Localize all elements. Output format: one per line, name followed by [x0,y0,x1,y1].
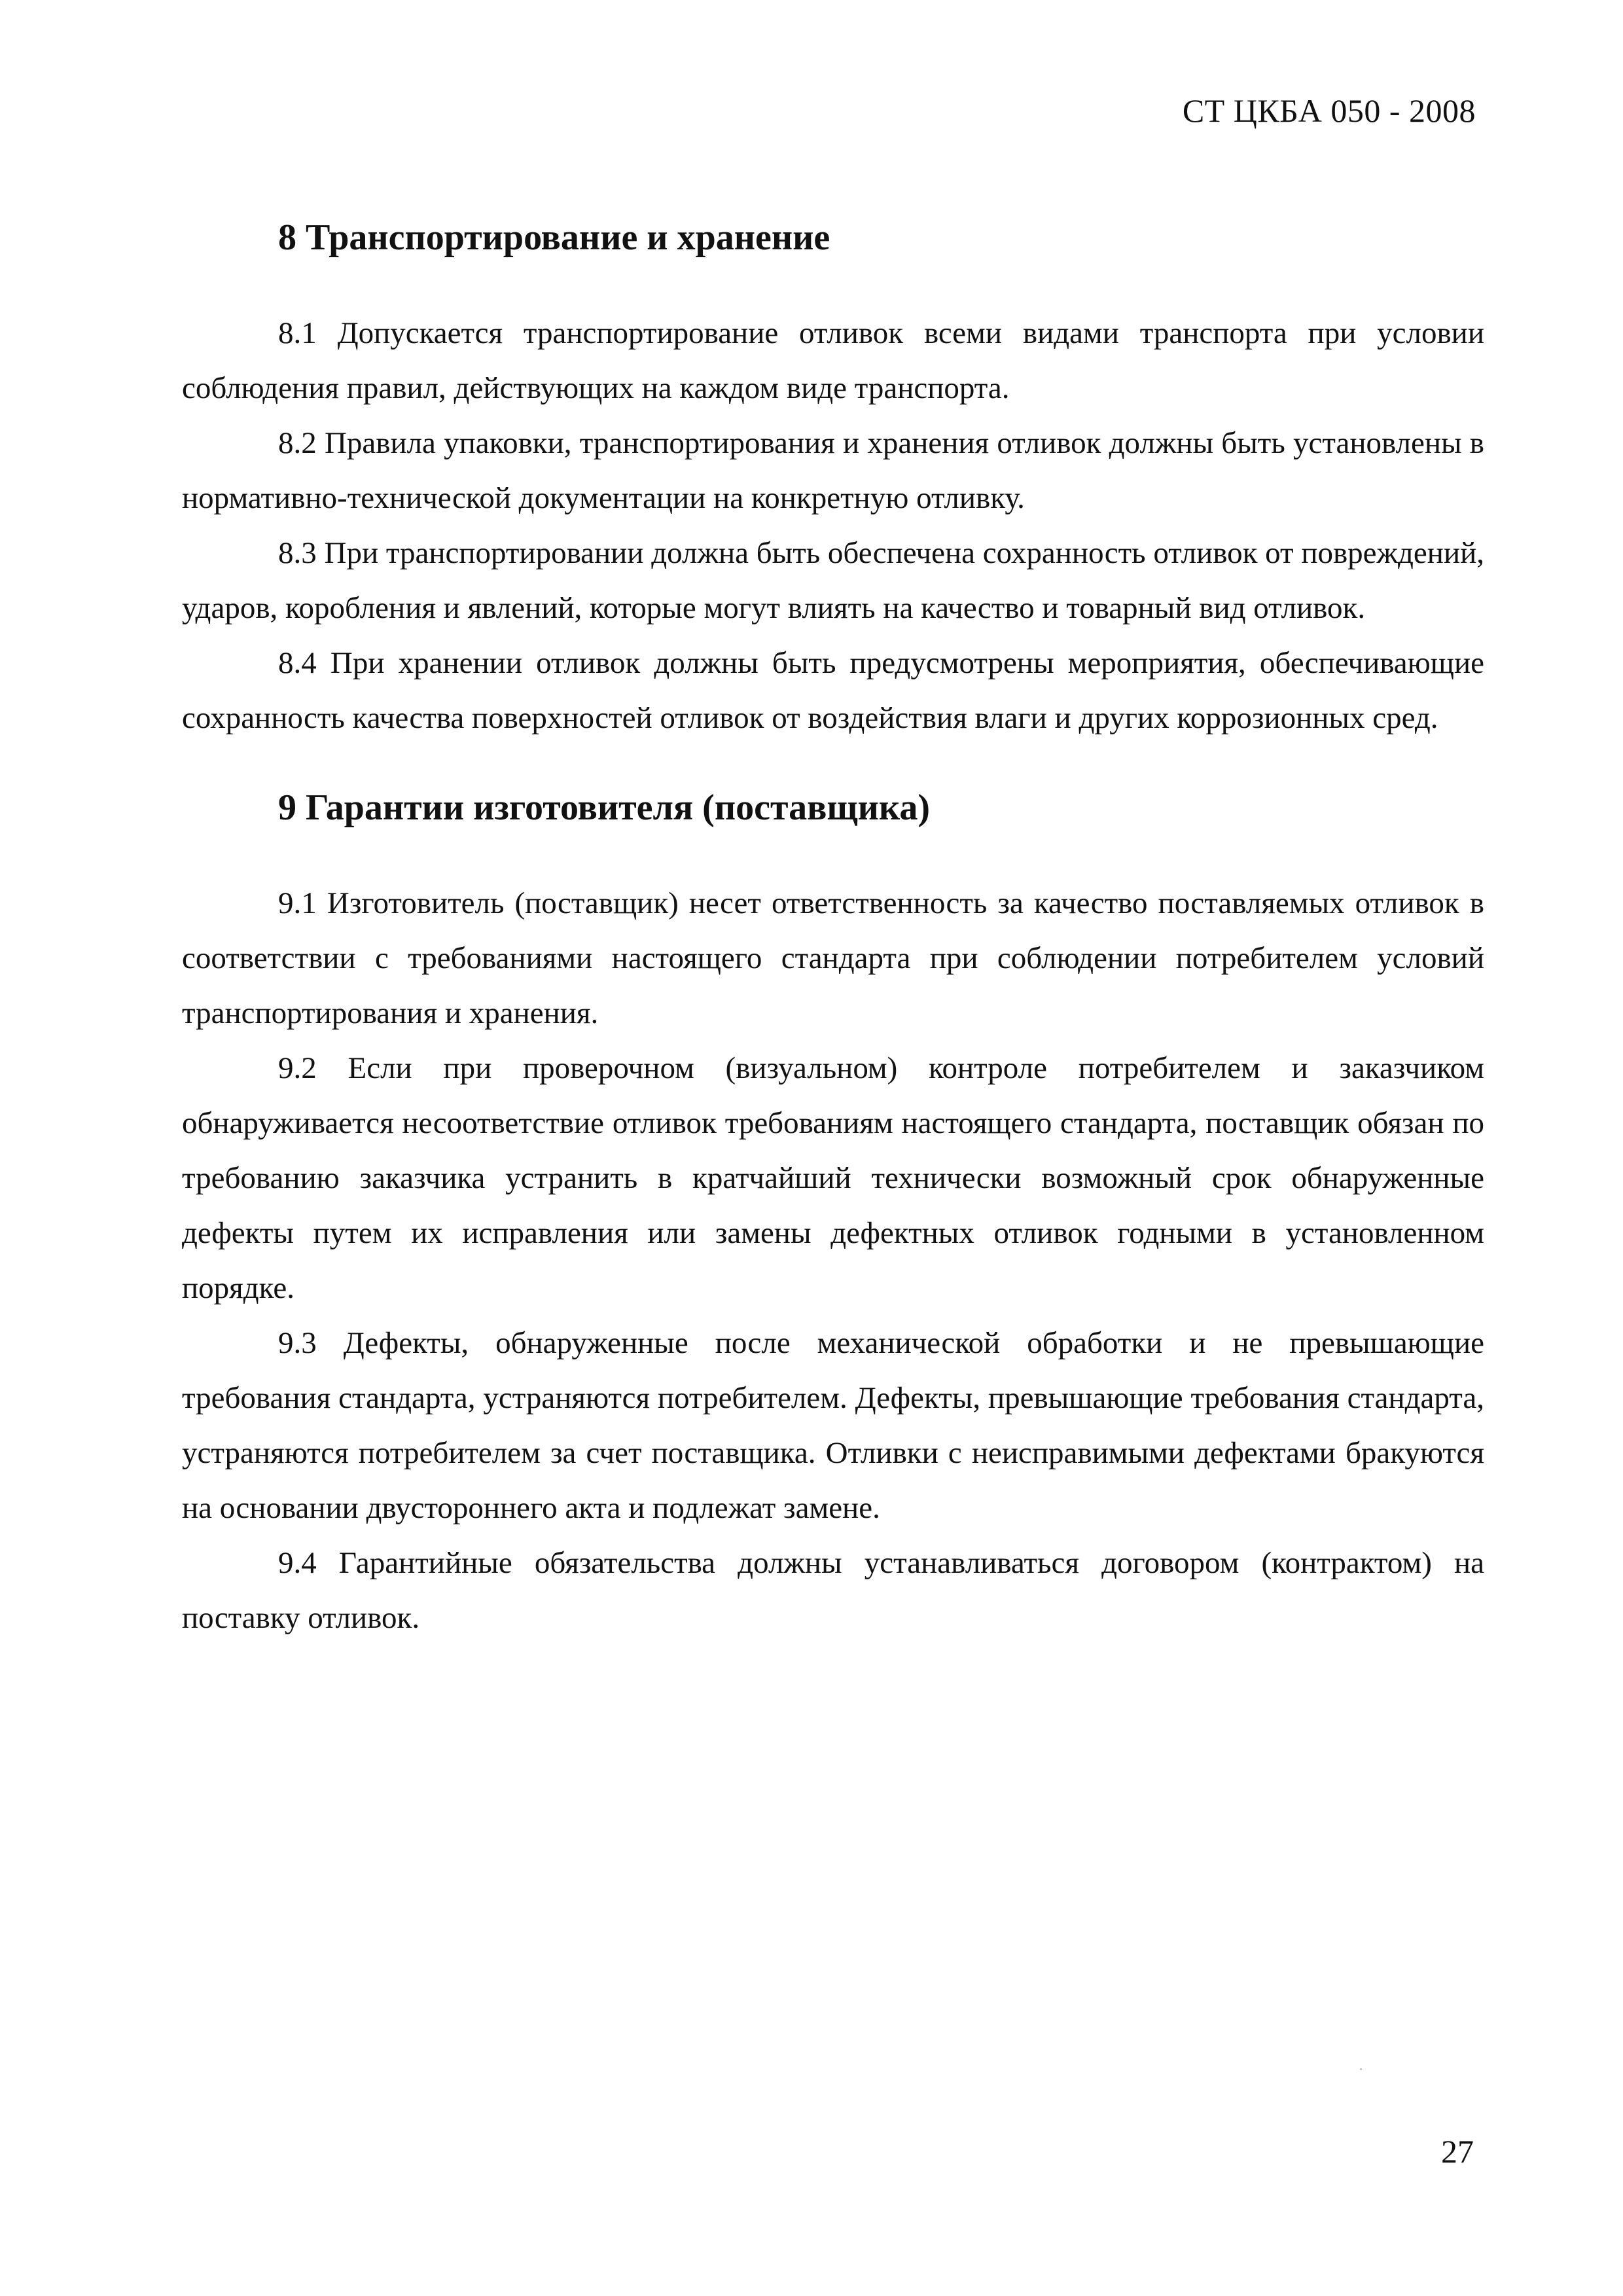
section-8 [182,216,1484,745]
paragraph-8-2: 8.2 Правила упаковки, транспортирования и хранения отливок должны быть установлены в нормативно-технической документации на конкретную отливку. [182,426,1484,516]
paragraph-8-4: 8.4 При хранении отливок должны быть предусмотрены мероприятия, обеспечивающие сохранность качества поверхностей отливок от воздействия влаги и других коррозионных сред. [182,646,1484,736]
paragraph-9-4: 9.4 Гарантийные обязательства должны устанавливаться договором (контрактом) на поставку отливок. [182,1546,1484,1636]
paragraph-8-1: 8.1 Допускается транспортирование отливок всеми видами транспорта при условии соблюдения правил, действующих на каждом виде транспорта. [182,316,1484,406]
section-heading: 8 Транспортирование и хранение [278,217,830,258]
scan-artifact [1360,2068,1362,2070]
section-heading: 9 Гарантии изготовителя (поставщика) [278,787,930,829]
page-number: 27 [1441,2133,1474,2170]
paragraph-8-3: 8.3 При транспортировании должна быть обеспечена сохранность отливок от повреждений, ударов, коробления и явлений, которые могут влиять на качество и товарный вид отливок. [182,536,1484,626]
document-code: СТ ЦКБА 050 - 2008 [1182,92,1476,129]
paragraph-9-2: 9.2 Если при проверочном (визуальном) контроле потребителем и заказчиком обнаруживается несоответствие отливок требованиям настоящего стандарта, поставщик обязан по требованию заказчика устранить в кратчайший технически возможный срок обнаруженные дефекты путем их исправления или замены дефектных отливок годными в установленном порядке. [182,1051,1484,1306]
paragraph-9-1: 9.1 Изготовитель (поставщик) несет ответственность за качество поставляемых отливок в соответствии с требованиями настоящего стандарта при соблюдении потребителем условий транспортирования и хранения. [182,886,1484,1031]
page-content [182,216,1484,1645]
section-9 [182,786,1484,1645]
paragraph-9-3: 9.3 Дефекты, обнаруженные после механической обработки и не превышающие требования стандарта, устраняются потребителем. Дефекты, превышающие требования стандарта, устраняются потребителем за счет поставщика. Отливки с неисправимыми дефектами бракуются на основании двустороннего акта и подлежат замене. [182,1326,1484,1526]
